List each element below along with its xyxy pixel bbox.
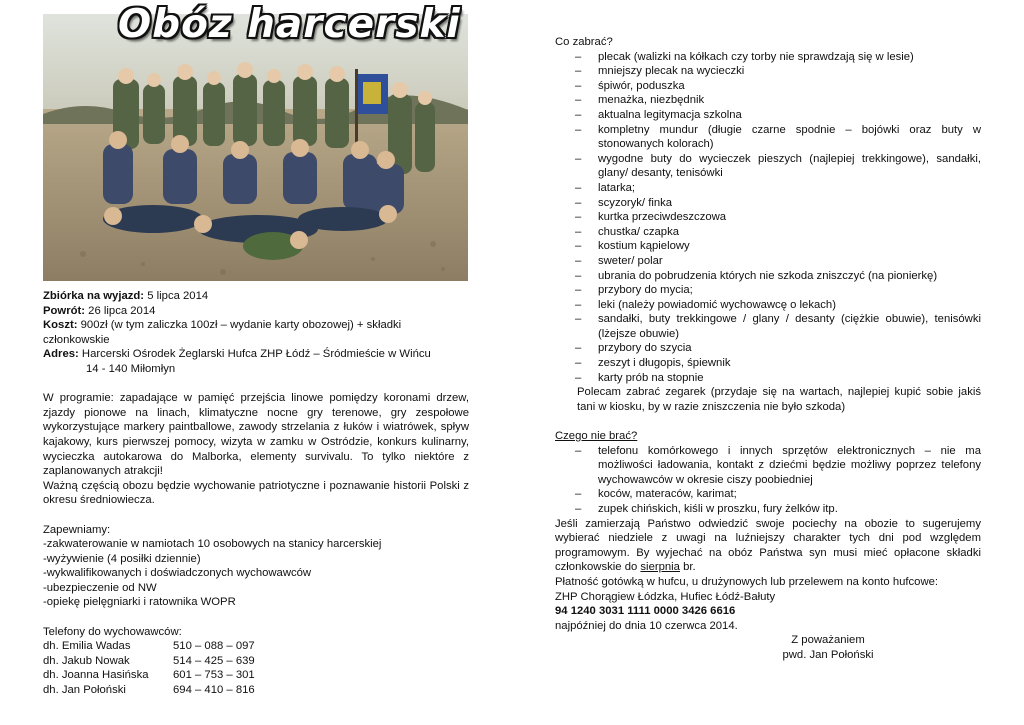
list-item: – menażka, niezbędnik [555,93,981,108]
contact-name: dh. Joanna Hasińska [43,669,149,682]
adres-label: Adres: [43,348,79,361]
list-item: – leki (należy powiadomić wychowawcę o lekach) [555,298,981,313]
zbiorka-value: 5 lipca 2014 [144,290,209,302]
list-item: – telefonu komórkowego i innych sprzętów elektronicznych – nie ma możliwości ładowania, kontakt z dziećmi będzie możliwy poprzez telefony wychowawców w okresie ciszy poobiedniej [555,444,981,488]
list-item: – ubrania do pobrudzenia których nie szkoda zniszczyć (na pionierkę) [555,269,981,284]
list-item: – karty prób na stopnie [555,371,981,386]
zegarek-paragraph: Polecam zabrać zegarek (przydaje się na wartach, najlepiej kupić sobie jakiś tani w kiosku, by w razie zniszczenia nie było szkoda) [577,386,981,413]
koszt-line [43,318,469,347]
list-item: – kurtka przeciwdeszczowa [555,210,981,225]
list-item: – koców, materaców, karimat; [555,487,981,502]
termin-line: najpóźniej do dnia 10 czerwca 2014. [555,619,738,632]
skladki-month: sierpnia [640,561,680,574]
list-item: – plecak (walizki na kółkach czy torby nie sprawdzają się w lesie) [555,50,981,65]
powrot-label: Powrót: [43,304,86,317]
list-item: – latarka; [555,181,981,196]
konto-numer-value: 94 1240 3031 1111 0000 3426 6616 [555,605,736,618]
zapewniamy-item: -ubezpieczenie od NW [43,581,157,594]
list-item: – kompletny mundur (długie czarne spodnie – bojówki oraz buty w stonowanych kolorach) [555,123,981,152]
odwiedziny-paragraph [555,517,981,575]
list-item: – zupek chińskich, kiśli w proszku, fury żelków itp. [555,502,981,517]
title-wrap [118,2,461,47]
platnosc-line: Płatność gotówką w hufcu, u drużynowych lub przelewem na konto hufcowe: [555,575,939,588]
contact-phone: 514 – 425 – 639 [173,654,255,667]
co-zabrac-list [555,50,981,386]
skladki-post: br. [679,561,696,574]
contact-name: dh. Jan Połoński [43,684,126,697]
konto-numer [555,604,981,619]
list-item: – przybory do szycia [555,341,981,356]
powrot-line [43,304,469,319]
contact-name: dh. Emilia Wadas [43,640,131,653]
list-item: – zeszyt i długopis, śpiewnik [555,356,981,371]
list-item: – aktualna legitymacja szkolna [555,108,981,123]
adres-line-2: 14 - 140 Miłomłyn [86,362,176,375]
zbiorka-label: Zbiórka na wyjazd: [43,290,145,302]
zapewniamy-item: -wyżywienie (4 posiłki dziennie) [43,552,201,565]
list-item: – sandałki, buty trekkingowe / glany / desanty (ciężkie obuwie), tenisówki (lżejsze obuwie) [555,312,981,341]
right-column [555,35,981,663]
list-item: – scyzoryk/ finka [555,196,981,211]
list-item: – mniejszy plecak na wycieczki [555,64,981,79]
wazna-paragraph: Ważną częścią obozu będzie wychowanie patriotyczne i poznawanie historii Polski z okresu średniowiecza. [43,479,469,507]
zapewniamy-item: -zakwaterowanie w namiotach 10 osobowych na stanicy harcerskiej [43,538,382,551]
list-item: – kostium kąpielowy [555,239,981,254]
contact-phone: 510 – 088 – 097 [173,640,255,653]
group-photo [43,2,468,281]
list-item: – chustka/ czapka [555,225,981,240]
program-paragraph: W programie: zapadające w pamięć przejścia linowe pomiędzy koronami drzew, zjazdy pionowe na linach, klimatyczne nocne gry terenowe, gry zespołowe wykorzystujące markery paintballowe, zawody strzelania z łuków i wiatrówek, spływ kajakowy, kurs pierwszej pomocy, wizyta w zamku w Ostródzie, konkurs kulinarny, wycieczka autokarowa do Malborka, elementy survivalu. To tylko niektóre z zaplanowanych atrakcji! [43,392,469,478]
koszt-value: 900zł (w tym zaliczka 100zł – wydanie karty obozowej) + składki członkowskie [43,319,402,346]
contact-row [43,668,469,683]
contact-phone: 601 – 753 – 301 [173,669,255,682]
left-column [43,289,469,698]
zapewniamy-title: Zapewniamy: [43,523,111,536]
co-zabrac-title: Co zabrać? [555,36,613,48]
zapewniamy-item: -opiekę pielęgniarki i ratownika WOPR [43,596,236,609]
adres-line [43,347,469,362]
list-item: – przybory do mycia; [555,283,981,298]
pozdrowienie: Z poważaniem [791,634,865,647]
podpis: pwd. Jan Połoński [782,648,874,661]
list-item: – wygodne buty do wycieczek pieszych (najlepiej trekkingowe), sandałki, glany/ desanty, tenisówki [555,152,981,181]
group-photo-icon [43,2,468,281]
telefony-title: Telefony do wychowawców: [43,625,182,638]
skladki-text: By wyjechać na obóz Państwa syn musi mieć opłacone składki członkowskie do [555,546,981,574]
contact-row [43,683,469,698]
koszt-label: Koszt: [43,319,78,332]
zbiorka-line [43,289,469,304]
list-item: – sweter/ polar [555,254,981,269]
powrot-value: 26 lipca 2014 [85,304,156,317]
list-item: – śpiwór, poduszka [555,79,981,94]
contact-phone: 694 – 410 – 816 [173,684,255,697]
adres-value: Harcerski Ośrodek Żeglarski Hufca ZHP Łódź – Śródmieście w Wińcu [78,348,431,361]
czego-nie-title: Czego nie brać? [555,430,638,443]
odwiedziny-text: Jeśli zamierzają Państwo odwiedzić swoje pociechy na obozie to sugerujemy wybierać niedziele z uwagi na luźniejszy charakter tych dni pod względem programowym. [555,517,981,559]
page-title: Obóz harcerski [118,2,461,47]
contact-row [43,654,469,669]
contact-row [43,639,469,654]
zapewniamy-item: -wykwalifikowanych i doświadczonych wychowawców [43,567,312,580]
konto-nazwa: ZHP Chorągiew Łódzka, Hufiec Łódź-Bałuty [555,590,776,603]
czego-nie-list [555,444,981,517]
contact-name: dh. Jakub Nowak [43,654,130,667]
